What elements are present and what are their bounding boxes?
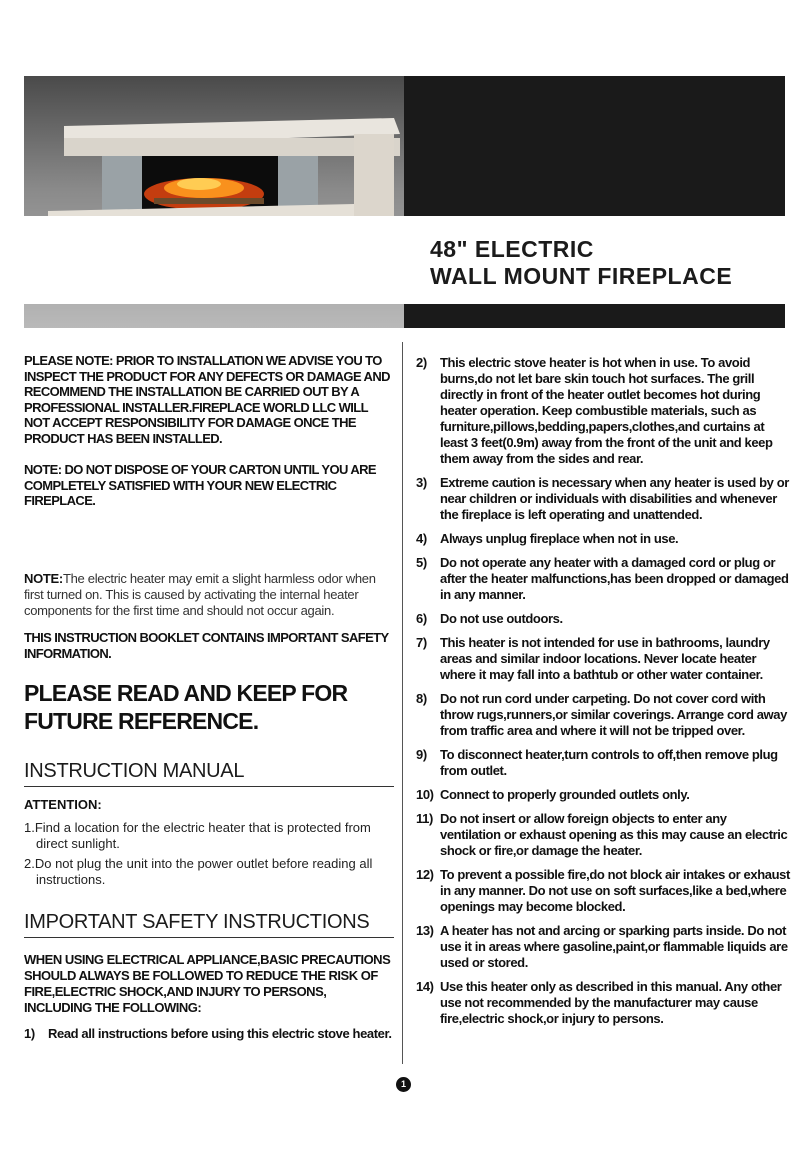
item-text: Extreme caution is necessary when any heater is used by or near children or individuals with disabilities and whenever the fireplace is left operating and unattended.: [440, 475, 789, 522]
item-number: 4): [416, 531, 427, 546]
item-text: Always unplug fireplace when not in use.: [440, 531, 679, 546]
attention-item: 2.Do not plug the unit into the power outlet before reading all instructions.: [24, 855, 373, 887]
item-text: To disconnect heater,turn controls to off,then remove plug from outlet.: [440, 747, 778, 778]
safety-item-2: [416, 355, 790, 467]
title-line-2: WALL MOUNT FIREPLACE: [430, 263, 733, 289]
item-number: 14): [416, 979, 434, 994]
odor-note-label: NOTE:: [24, 570, 63, 586]
safety-item-4: [416, 531, 790, 547]
title-line-1: 48" ELECTRIC: [430, 236, 594, 262]
left-column: [24, 353, 394, 1042]
safety-item-6: [416, 611, 790, 627]
odor-note-text: The electric heater may emit a slight harmless odor when first turned on. This is caused by activating the internal heater components for the first time and should not occur again.: [24, 570, 376, 618]
item-text: Connect to properly grounded outlets only.: [440, 787, 690, 802]
item-number: 3): [416, 475, 427, 490]
fireplace-world-logo: [529, 316, 719, 328]
item-number: 5): [416, 555, 427, 570]
page-number: 1: [396, 1077, 411, 1092]
installation-notice: PLEASE NOTE: PRIOR TO INSTALLATION WE ADVISE YOU TO INSPECT THE PRODUCT FOR ANY DEFECTS OR DAMAGE AND RECOMMEND THE INSTALLATION BE CARRIED OUT BY A PROFESSIONAL INSTALLER.FIREPLACE WORLD LLC WILL NOT ACCEPT RESPONSIBILITY FOR DAMAGE ONCE THE PRODUCT HAS BEEN INSTALLED.: [24, 353, 390, 446]
item-text: Do not use outdoors.: [440, 611, 563, 626]
safety-item-14: [416, 979, 790, 1027]
product-title: [430, 236, 732, 290]
safety-item-13: [416, 923, 790, 971]
safety-item-7: [416, 635, 790, 683]
attention-label: ATTENTION:: [24, 796, 102, 812]
carton-notice: NOTE: DO NOT DISPOSE OF YOUR CARTON UNTIL YOU ARE COMPLETELY SATISFIED WITH YOUR NEW ELECTRIC FIREPLACE.: [24, 462, 376, 508]
item-number: 6): [416, 611, 427, 626]
safety-item-1: [24, 1026, 394, 1042]
safety-item-3: [416, 475, 790, 523]
item-text: Do not run cord under carpeting. Do not cover cord with throw rugs,runners,or similar coverings. Arrange cord away from traffic area and where it will not be tripped over.: [440, 691, 787, 738]
right-column: [416, 355, 790, 1035]
item-text: Use this heater only as described in this manual. Any other use not recommended by the manufacturer may cause fire,electric shock,or injury to persons.: [440, 979, 782, 1026]
instruction-manual-heading: INSTRUCTION MANUAL: [24, 759, 394, 787]
item-number: 8): [416, 691, 427, 706]
odor-note: [24, 571, 394, 619]
item-text: To prevent a possible fire,do not block air intakes or exhaust in any manner. Do not use on soft surfaces,like a bed,where openings may become blocked.: [440, 867, 790, 914]
item-text: Read all instructions before using this electric stove heater.: [48, 1025, 392, 1041]
attention-list: [24, 820, 394, 888]
attention-item: 1.Find a location for the electric heater that is protected from direct sunlight.: [24, 819, 371, 851]
item-number: 10): [416, 787, 434, 802]
item-text: Do not insert or allow foreign objects to enter any ventilation or exhaust opening as this may cause an electric shock or fire,or damage the heater.: [440, 811, 788, 858]
flag-globe-icon: [529, 316, 589, 328]
please-read-heading: PLEASE READ AND KEEP FOR FUTURE REFERENCE.: [24, 679, 348, 734]
column-divider: [402, 342, 403, 1064]
safety-item-8: [416, 691, 790, 739]
item-number: 1): [24, 1025, 35, 1041]
safety-instructions-heading: IMPORTANT SAFETY INSTRUCTIONS: [24, 910, 394, 938]
booklet-notice: THIS INSTRUCTION BOOKLET CONTAINS IMPORTANT SAFETY INFORMATION.: [24, 629, 389, 661]
safety-item-9: [416, 747, 790, 779]
item-number: 13): [416, 923, 434, 938]
precautions-text: WHEN USING ELECTRICAL APPLIANCE,BASIC PRECAUTIONS SHOULD ALWAYS BE FOLLOWED TO REDUCE THE RISK OF FIRE,ELECTRIC SHOCK,AND INJURY TO PERSONS, INCLUDING THE FOLLOWING:: [24, 951, 391, 1015]
item-number: 12): [416, 867, 434, 882]
item-text: This electric stove heater is hot when in use. To avoid burns,do not let bare skin touch hot surfaces. The grill directly in front of the heater outlet becomes hot during heater operation. Keep combustible materials, such as furniture,pillows,bedding,papers,clothes,and curtains at least 3 feet(0.9m) away from the front of the unit and keep them away from the sides and rear.: [440, 355, 773, 466]
header-banner: [24, 76, 785, 328]
item-text: This heater is not intended for use in bathrooms, laundry areas and similar indoor locations. Never locate heater where it may fall into a bathtub or other water container.: [440, 635, 770, 682]
item-number: 9): [416, 747, 427, 762]
item-number: 2): [416, 355, 427, 370]
item-number: 11): [416, 811, 433, 826]
safety-item-5: [416, 555, 790, 603]
item-text: A heater has not and arcing or sparking parts inside. Do not use it in areas where gasoline,paint,or flammable liquids are used or stored.: [440, 923, 788, 970]
safety-item-12: [416, 867, 790, 915]
safety-item-10: [416, 787, 790, 803]
item-number: 7): [416, 635, 427, 650]
item-text: Do not operate any heater with a damaged cord or plug or after the heater malfunctions,has been dropped or damaged in any manner.: [440, 555, 789, 602]
safety-item-11: [416, 811, 790, 859]
